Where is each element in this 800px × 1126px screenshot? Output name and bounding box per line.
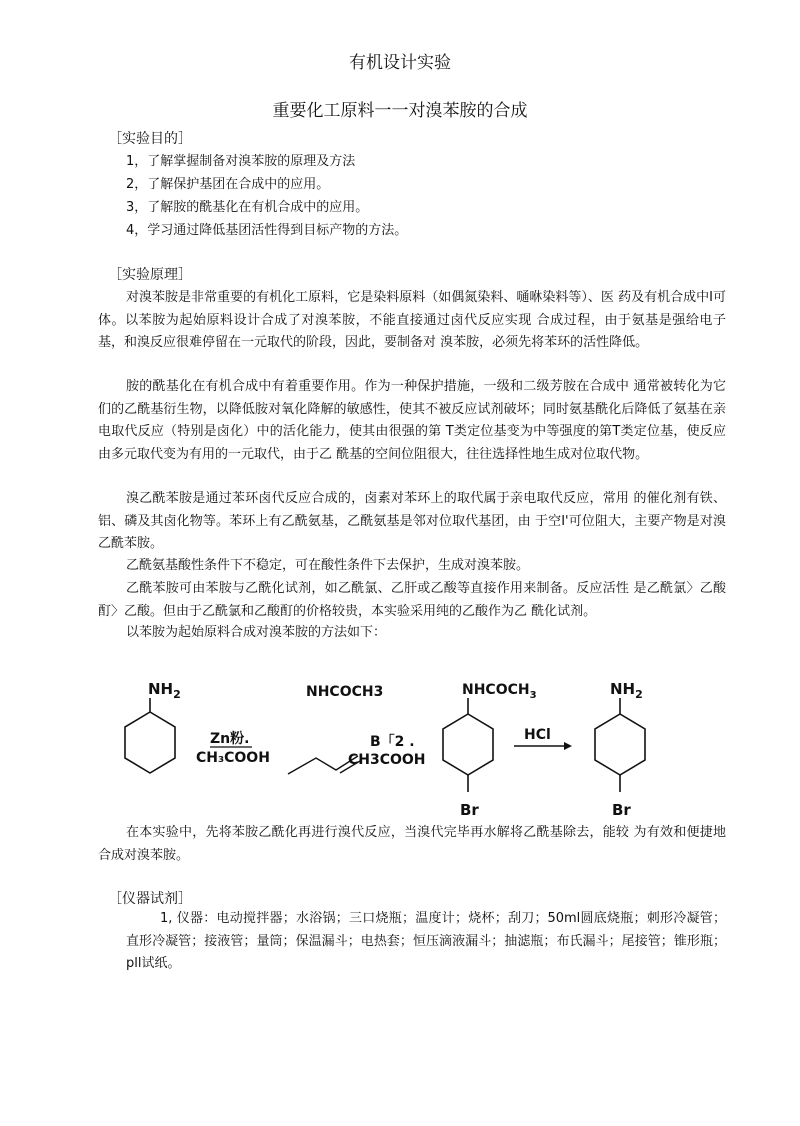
- aniline-structure: [125, 698, 175, 773]
- bromoaniline-structure: [595, 698, 645, 792]
- reagent2-top: B「2 .: [370, 734, 415, 750]
- principle-paragraph: 乙酰氨基酸性条件下不稳定，可在酸性条件下去保护，生成对溴苯胺。: [126, 558, 530, 573]
- document-subtitle: 重要化工原料一一对溴苯胺的合成: [272, 101, 528, 121]
- reaction-scheme: [110, 672, 670, 822]
- purpose-list: [126, 150, 407, 242]
- document-title: 有机设计实验: [349, 53, 451, 73]
- intermediate2-br-label: Br: [460, 801, 479, 819]
- reagents-paragraph: 1, 仪器：电动搅拌器；水浴锅；三口烧瓶；温度计；烧杯；刮刀；50ml圆底烧瓶；刺形冷凝管；直形冷凝管；接液管；量筒；保温漏斗；电热套；恒压滴液漏斗；抽滤瓶；布氏漏斗；尾接管；锥形瓶；pll试纸。: [126, 911, 726, 972]
- reagent2-bottom: CH3COOH: [348, 752, 426, 768]
- after-scheme-paragraph: 在本实验中，先将苯胺乙酰化再进行溴代反应，当溴代完毕再水解将乙酰基除去，能较 为有效和便捷地合成对溴苯胺。: [98, 825, 726, 863]
- principle-paragraph: 乙酰苯胺可由苯胺与乙酰化试剂，如乙酰氯、乙肝或乙酸等直接作用来制备。反应活性 是乙酰氯〉乙酸酊〉乙酸。但由于乙酰氯和乙酸酊的价格较贵，本实验采用纯的乙酸作为乙 酰化试剂。: [98, 581, 726, 619]
- reagent3-label: HCl: [524, 727, 551, 743]
- bromoacetanilide-structure: [443, 698, 493, 792]
- aniline-amine-label: $NH_2$: [148, 680, 181, 701]
- intermediate1-label: NHCOCH3: [306, 684, 384, 700]
- reagent1-bottom: CH₃COOH: [196, 750, 270, 766]
- section-heading-reagents: ［仪器试剂］: [108, 891, 192, 907]
- principle-paragraph: 溴乙酰苯胺是通过苯环卤代反应合成的，卤素对苯环上的取代属于亲电取代反应，常用 的催化剂有铁、铝、磷及其卤化物等。苯环上有乙酰氨基，乙酰氨基是邻对位取代基团，由 于空I'可位阻大，主要产物是对溴乙酰苯胺。: [98, 491, 726, 552]
- product-amine-label: $NH_2$: [610, 680, 643, 701]
- principle-paragraph: 以苯胺为起始原料合成对溴苯胺的方法如下：: [126, 625, 387, 640]
- principle-paragraph: 胺的酰基化在有机合成中有着重要作用。作为一种保护措施，一级和二级芳胺在合成中 通常被转化为它们的乙酰基衍生物，以降低胺对氧化降解的敏感性，使其不被反应试剂破坏；同时氨基酰化后降低了氨基在亲电取代反应（特别是卤化）中的活化能力，使其由很强的第 T类定位基变为中等强度的第T类定位基，使反应由多元取代变为有用的一元取代，由于乙 酰基的空间位阻很大，往往选择性地生成对位取代物。: [98, 379, 726, 462]
- reaction-arrowhead: [564, 742, 572, 750]
- section-heading-purpose: ［实验目的］: [108, 131, 192, 147]
- purpose-item: 2，了解保护基团在合成中的应用。: [126, 177, 330, 192]
- purpose-item: 3，了解胺的酰基化在有机合成中的应用。: [126, 200, 369, 215]
- section-heading-principle: ［实验原理］: [108, 267, 192, 283]
- product-br-label: Br: [612, 801, 631, 819]
- purpose-item: 4，学习通过降低基团活性得到目标产物的方法。: [126, 223, 408, 238]
- intermediate2-group-label: $NHCOCH_3$: [462, 682, 537, 701]
- principle-paragraph: 对溴苯胺是非常重要的有机化工原料，它是染料原料（如偶氮染料、嗵咻染料等）、医 药及有机合成中I可体。以苯胺为起始原料设计合成了对溴苯胺，不能直接通过卤代反应实现 合成过程，由于氨基是强给电子基，和溴反应很难停留在一元取代的阶段，因此，要制备对 溴苯胺，必须先将苯环的活性降低。: [98, 290, 726, 351]
- purpose-item: 1，了解掌握制备对溴苯胺的原理及方法: [126, 154, 356, 169]
- reagent1-top: Zn粉.: [210, 731, 250, 747]
